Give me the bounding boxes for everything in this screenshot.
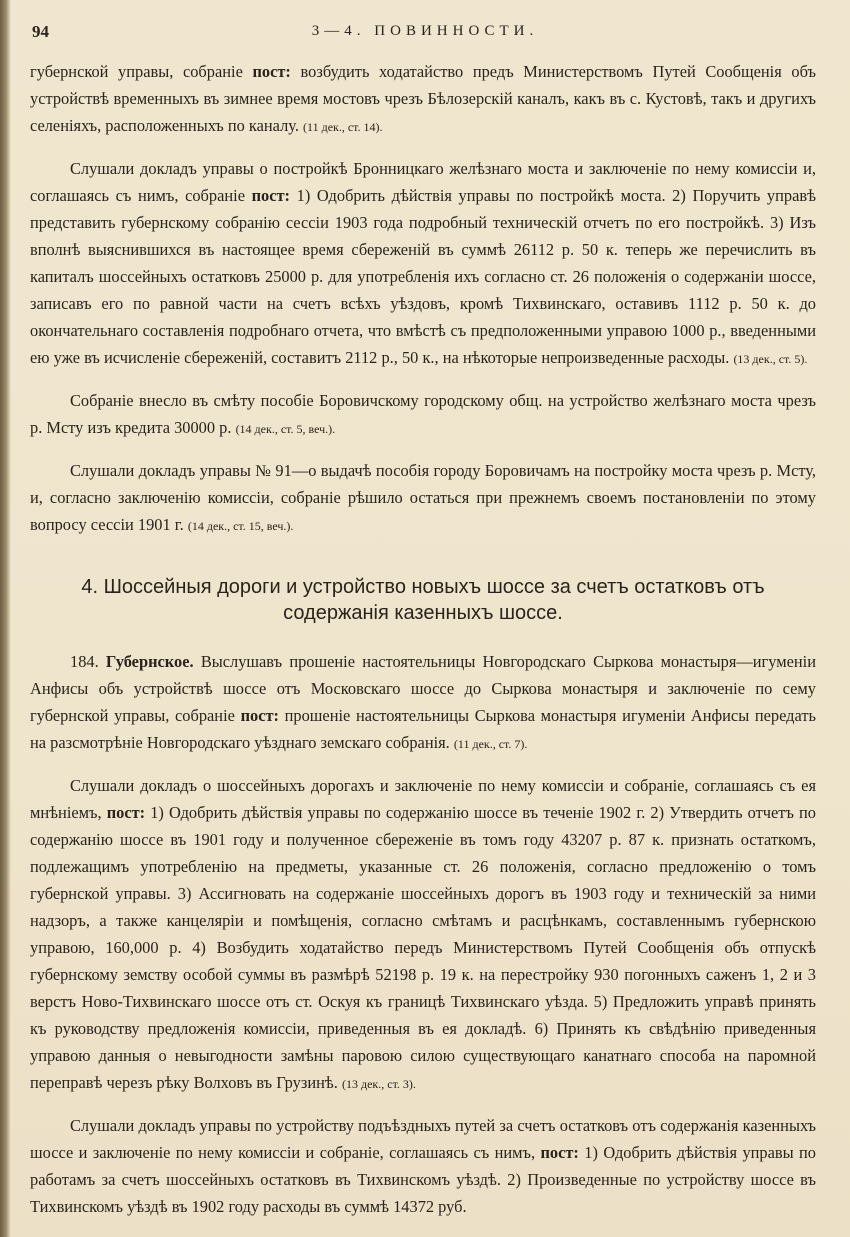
session-reference: (14 дек., ст. 5, веч.). <box>235 422 336 436</box>
session-reference: (11 дек., ст. 14). <box>303 120 383 134</box>
session-reference: (14 дек., ст. 15, веч.). <box>187 519 294 533</box>
paragraph-text: Собраніе внесло въ смѣту пособіе Боровичскому городскому общ. на устройство желѣзнаго моста чрезъ р. Мсту изъ кредита 30000 р. <box>30 391 816 437</box>
session-reference: (13 дек., ст. 5). <box>733 352 808 366</box>
session-reference: (13 дек., ст. 3). <box>341 1077 416 1091</box>
book-gutter-shadow <box>0 0 11 1237</box>
item-number: 184. <box>70 652 99 671</box>
paragraph-text-cont: 1) Одобрить дѣйствія управы по постройкѣ моста. 2) Поручить управѣ представить губернскому собранію сессіи 1903 года подробный техническій отчетъ по его постройкѣ. 3) Изъ вполнѣ выяснившихся въ настоящее время сбереженій въ суммѣ 26112 р. 50 к. теперь же перечислить въ капиталъ шоссейныхъ остатковъ 25000 р. для употребленія ихъ согласно ст. 26 положенія о содержаніи шоссе, записавъ его по равной части на счетъ всѣхъ уѣздовъ, кромѣ Тихвинскаго, оставивъ 1112 р. 50 к. до окончательнаго составленія подробнаго отчета, что вмѣстѣ съ предположенными управою 1000 р., введенными ею уже въ исчисленіе сбереженій, составитъ 2112 р., 50 к., на нѣкоторые непроизведенные расходы. <box>30 186 816 367</box>
paragraph-text-cont: 1) Одобрить дѣйствія управы по содержанію шоссе въ теченіе 1902 г. 2) Утвердить отчетъ по содержанію шоссе въ 1901 году и полученное сбереженіе въ томъ году 43207 р. 87 к. признать остаткомъ, подлежащимъ употребленію на предметы, указанные ст. 26 положенія, согласно предложенію о томъ губернской управы. 3) Ассигновать на содержаніе шоссейныхъ дорогъ въ 1903 году и техническій за ними надзоръ, а также канцеляріи и помѣщенія, согласно смѣтамъ и расцѣнкамъ, составленнымъ губернскою управою, 160,000 р. 4) Возбудить ходатайство передъ Министерствомъ Путей Сообщенія объ отпускѣ губернскому земству особой суммы въ размѣрѣ 52198 р. 19 к. на перестройку 930 погонныхъ саженъ 1, 2 и 3 верстъ Ново-Тихвинскаго шоссе отъ ст. Оскуя къ границѣ Тихвинскаго уѣзда. 5) Предложить управѣ принять къ руководству предложенія комиссіи, приведенныя въ ея докладѣ. 6) Принять къ свѣдѣнію приведенныя управою данныя о невыгодности замѣны паровою силою существующаго канатнаго способа на паромной переправѣ черезъ рѣку Волховъ въ Грузинѣ. <box>30 803 817 1092</box>
paragraph-text: Слушали докладъ управы о постройкѣ Бронницкаго желѣзнаго моста и заключеніе по нему комиссіи и, соглашаясь съ нимъ, собраніе <box>30 159 816 205</box>
resolution-marker: пост: <box>240 706 279 725</box>
paragraph-4 <box>30 457 816 540</box>
resolution-marker: пост: <box>252 62 291 81</box>
paragraph-text-cont: прошеніе настоятельницы Сыркова монастыря игуменіи Анфисы передать на разсмотрѣніе Новгородскаго уѣзднаго земскаго собранія. <box>30 706 816 752</box>
page-header <box>30 22 820 46</box>
paragraph-text: губернской управы, собраніе <box>30 62 253 81</box>
paragraph-text: Слушали докладъ управы по устройству подъѣздныхъ путей за счетъ остатковъ отъ содержанія казенныхъ шоссе и заключеніе по нему комиссіи и собраніе, соглашаясь съ нимъ, <box>30 1116 816 1162</box>
section-heading <box>30 574 816 626</box>
resolution-marker: пост: <box>251 186 291 205</box>
paragraph-3 <box>30 387 816 443</box>
running-title: 3—4. ПОВИННОСТИ. <box>311 23 539 39</box>
item-category: Губернское. <box>105 652 194 671</box>
paragraph-text: Слушали докладъ управы № 91—о выдачѣ пособія городу Боровичамъ на постройку моста чрезъ р. Мсту, и, согласно заключенію комиссіи, собраніе рѣшило остаться при прежнемъ своемъ постановленіи по этому вопросу сессіи 1901 г. <box>30 461 816 534</box>
paragraph-2 <box>30 155 816 373</box>
paragraph-6 <box>30 772 816 1098</box>
paragraph-text: Слушали докладъ о шоссейныхъ дорогахъ и заключеніе по нему комиссіи и собраніе, соглашаясь съ ея мнѣніемъ, <box>30 776 816 822</box>
paragraph-text: Выслушавъ прошеніе настоятельницы Новгородскаго Сыркова монастыря—игуменіи Анфисы объ устройствѣ шоссе отъ Московскаго шоссе до Сыркова монастыря и заключеніе по сему губернской управы, собраніе <box>30 652 816 725</box>
page-body <box>30 58 816 1234</box>
paragraph-text-cont: 1) Одобрить дѣйствія управы по работамъ за счетъ шоссейныхъ остатковъ въ Тихвинскомъ уѣздѣ. 2) Произведенные по устройству шоссе въ Тихвинскомъ уѣздѣ въ 1902 году расходы въ суммѣ 14372 руб. <box>30 1143 817 1216</box>
section-heading-line-2: содержанія казенныхъ шоссе. <box>283 602 563 624</box>
paragraph-5 <box>30 648 816 758</box>
section-heading-line-1: 4. Шоссейныя дороги и устройство новыхъ шоссе за счетъ остатковъ отъ <box>81 576 765 598</box>
paragraph-7 <box>30 1112 816 1220</box>
resolution-marker: пост: <box>106 803 146 822</box>
paragraph-text-cont: возбудить ходатайство предъ Министерствомъ Путей Сообщенія объ устройствѣ временныхъ въ зимнее время мостовъ чрезъ Бѣлозерскій каналъ, какъ въ с. Кустовѣ, такъ и другихъ селеніяхъ, расположенныхъ по каналу. <box>30 62 816 135</box>
resolution-marker: пост: <box>540 1143 579 1162</box>
paragraph-1 <box>30 58 816 141</box>
session-reference: (11 дек., ст. 7). <box>453 737 528 751</box>
page-number: 94 <box>32 22 49 41</box>
